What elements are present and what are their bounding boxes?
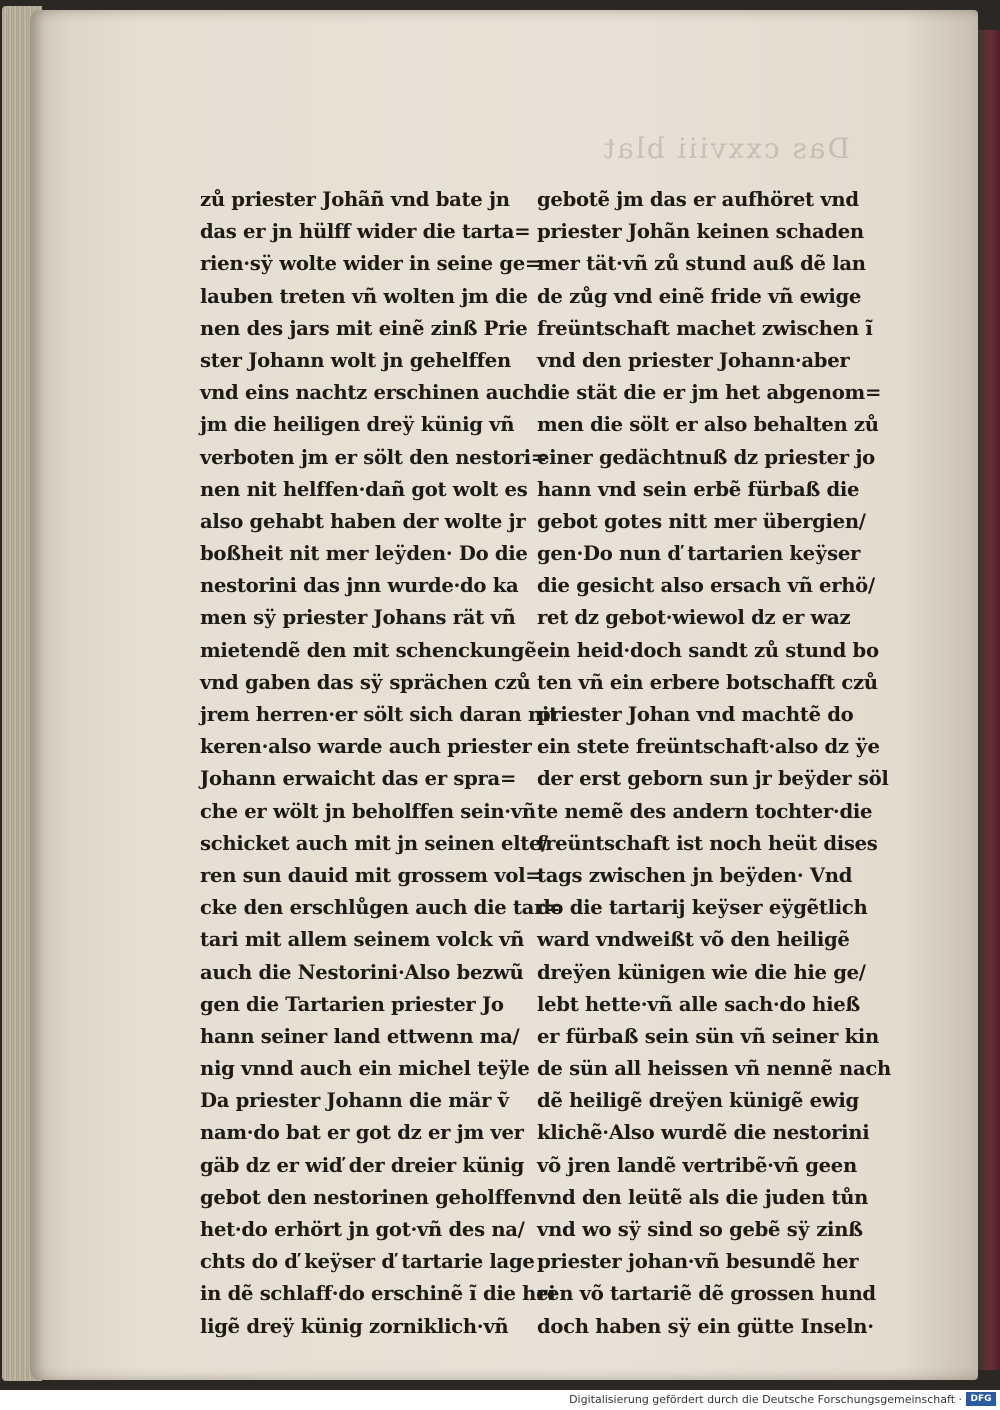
text-line: het·do erhört jn got·vñ des na/	[200, 1218, 525, 1241]
text-line: gebot gotes nitt mer übergien/	[537, 509, 866, 533]
text-line: zů priester Johãñ vnd bate jn	[200, 188, 510, 211]
text-line: tags zwischen jn beӱden· Vnd	[537, 863, 853, 887]
text-line: nestorini das jnn wurde·do ka	[200, 574, 519, 598]
text-line: freüntschaft machet zwischen ĩ	[537, 316, 873, 340]
text-line: tari mit allem seinem volck vñ	[200, 928, 525, 952]
footer-bar	[0, 1390, 1000, 1410]
right-text-column	[537, 184, 891, 1343]
text-line: do die tartarij keӱser eӱgẽtlich	[537, 896, 868, 920]
dfg-logo: DFG	[966, 1392, 996, 1406]
text-line: freüntschaft ist noch heüt dises	[537, 831, 878, 855]
text-line: vnd eins nachtz erschinen auch	[200, 381, 538, 405]
text-line: men sӱ priester Johans rät vñ	[200, 606, 516, 630]
text-line: nen nit helffen·dañ got wolt es	[200, 477, 528, 501]
text-line: die gesicht also ersach vñ erhö/	[537, 574, 875, 598]
text-line: rien·sӱ wolte wider in seine ge=	[200, 252, 542, 276]
text-line: priester Johãn keinen schaden	[537, 220, 864, 244]
text-line: te nemẽ des andern tochter·die	[537, 799, 873, 823]
text-line: gäb dz er wiď der dreier künig	[200, 1153, 525, 1177]
binding-strip	[978, 30, 1000, 1370]
text-line: jm die heiligen dreӱ künig vñ	[200, 413, 515, 437]
text-line: auch die Nestorini·Also bezwũ	[200, 960, 524, 984]
text-line: priester johan·vñ besundẽ her	[537, 1250, 859, 1274]
show-through-heading: Das cxxviii blat	[601, 132, 850, 165]
text-line: võ jren landẽ vertribẽ·vñ geen	[537, 1153, 857, 1177]
text-line: gebotẽ jm das er aufhöret vnd	[537, 188, 859, 211]
text-line: de zůg vnd einẽ fride vñ ewige	[537, 284, 862, 308]
text-line: er fürbaß sein sün vñ seiner kin	[537, 1024, 879, 1048]
text-line: gebot den nestorinen geholffen	[200, 1185, 537, 1209]
text-line: also gehabt haben der wolte jr	[200, 509, 526, 533]
text-line: vnd wo sӱ sind so gebẽ sӱ zinß	[537, 1218, 863, 1241]
text-line: Johann erwaicht das er spra=	[200, 767, 517, 791]
text-line: nen des jars mit einẽ zinß Prie	[200, 316, 528, 340]
text-line: priester Johan vnd machtẽ do	[537, 703, 854, 726]
text-line: jrem herren·er sölt sich daran nit	[200, 703, 558, 726]
text-line: dreӱen künigen wie die hie ge/	[537, 960, 866, 984]
text-line: lebt hette·vñ alle sach·do hieß	[537, 992, 860, 1016]
text-line: klichẽ·Also wurdẽ die nestorini	[537, 1121, 870, 1145]
text-line: vnd gaben das sӱ sprächen czů	[200, 670, 531, 694]
text-line: ret dz gebot·wiewol dz er waz	[537, 606, 851, 630]
text-line: keren·also warde auch priester	[200, 735, 532, 759]
text-line: ren võ tartariẽ dẽ grossen hund	[537, 1282, 876, 1306]
text-line: gen die Tartarien priester Jo	[200, 992, 504, 1016]
text-line: ster Johann wolt jn gehelffen	[200, 348, 511, 372]
text-line: verboten jm er sölt den nestori=	[200, 445, 547, 469]
text-line: ein heid·doch sandt zů stund bo	[537, 638, 879, 662]
text-line: ligẽ dreӱ künig zorniklich·vñ	[200, 1314, 509, 1338]
text-line: ein stete freüntschaft·also dz ӱe	[537, 735, 880, 759]
text-line: schicket auch mit jn seinen elte/	[200, 831, 549, 855]
text-line: cke den erschlůgen auch die tar=	[200, 896, 561, 920]
text-line: de sün all heissen vñ nennẽ nach	[537, 1057, 891, 1081]
text-line: che er wölt jn beholffen sein·vñ	[200, 799, 536, 823]
text-line: hann seiner land ettwenn ma/	[200, 1024, 520, 1048]
text-line: der erst geborn sun jr beӱder söl	[537, 767, 889, 791]
text-line: ten vñ ein erbere botschafft czů	[537, 670, 878, 694]
left-text-column	[200, 184, 561, 1343]
text-line: ward vndweißt võ den heiligẽ	[537, 928, 850, 952]
text-line: Da priester Johann die mär ṽ	[200, 1089, 509, 1113]
text-line: hann vnd sein erbẽ fürbaß die	[537, 477, 860, 501]
text-line: mietendẽ den mit schenckungẽ·	[200, 638, 543, 662]
text-line: in dẽ schlaff·do erschinẽ ĩ die hei	[200, 1282, 556, 1306]
text-line: mer tät·vñ zů stund auß dẽ lan	[537, 252, 866, 276]
text-line: chts do ď keӱser ď tartarie lage	[200, 1250, 535, 1274]
text-line: boßheit nit mer leӱden· Do die	[200, 542, 528, 566]
text-line: ren sun dauid mit grossem vol=	[200, 863, 542, 887]
text-line: nam·do bat er got dz er jm ver	[200, 1121, 524, 1145]
text-line: dẽ heiligẽ dreӱen künigẽ ewig	[537, 1089, 859, 1113]
text-line: gen·Do nun ď tartarien keӱser	[537, 542, 861, 566]
funding-credit: Digitalisierung gefördert durch die Deutsche Forschungsgemeinschaft ·	[569, 1393, 962, 1406]
text-line: vnd den leütẽ als die juden tůn	[537, 1185, 869, 1209]
text-line: einer gedächtnuß dz priester jo	[537, 445, 875, 469]
text-line: lauben treten vñ wolten jm die	[200, 284, 528, 308]
text-line: men die sölt er also behalten zů	[537, 413, 879, 437]
text-line: nig vnnd auch ein michel teӱle	[200, 1057, 530, 1081]
text-line: doch haben sӱ ein gütte Inseln·	[537, 1314, 874, 1338]
text-line: die stät die er jm het abgenom=	[537, 381, 882, 405]
text-line: vnd den priester Johann·aber	[537, 348, 850, 372]
text-line: das er jn hülff wider die tarta=	[200, 220, 531, 244]
